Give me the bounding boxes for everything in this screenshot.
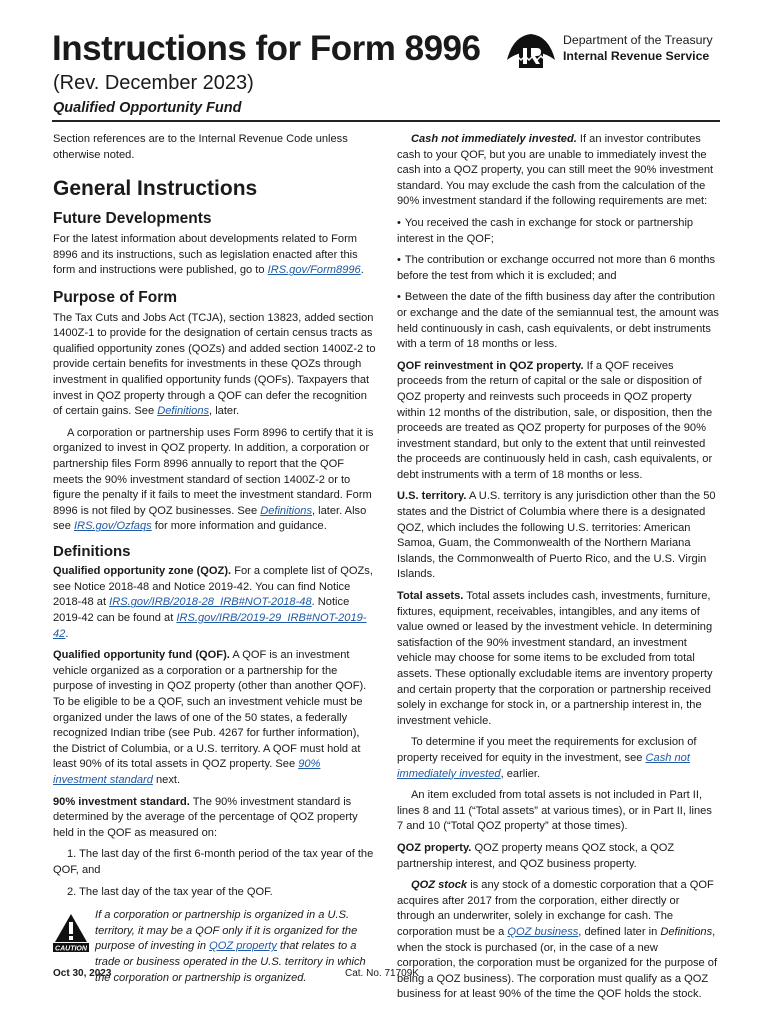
notice-2019-42-link[interactable]: IRS.gov/IRB/2019-29_IRB#NOT-2019-42 [53,612,367,640]
qoz-definition [53,564,376,642]
purpose-p1-end: , later. [209,405,240,418]
future-developments-heading: Future Developments [53,210,212,228]
purpose-heading: Purpose of Form [53,288,178,306]
agency-name: Internal Revenue Service [563,49,710,63]
stock-end: , when the stock is purchased (or, in the case of a new corporation, the corporation must be organized for the purpose of being a QOZ business). The corporation must qualify as a QOZ business for at least 90% of the time the QOF holds the stock. [397,925,718,1001]
total-assets-para-2 [397,735,719,782]
std-term: 90% investment standard. [53,795,190,808]
page-subtitle: Qualified Opportunity Fund [53,100,242,116]
qoz-term: Qualified opportunity zone (QOZ). [53,565,232,578]
std-item-2: 2. The last day of the tax year of the QOF. [67,885,273,898]
purpose-para-2 [53,426,376,535]
definitions-link[interactable]: Definitions [157,405,210,418]
qoz-property-definition [397,841,719,872]
terr-term: U.S. territory. [397,490,467,503]
std-item-1: 1. The last day of the first 6-month period of the tax year of the QOF, and [53,848,374,876]
intro-text: Section references are to the Internal Revenue Code unless otherwise noted. [53,133,348,161]
caution-text: If a corporation or partnership is organized in a U.S. territory, it may be a QOF only if it is organized for the purpose of investing in [95,909,358,953]
territory-definition [397,489,719,583]
stock-text: is any stock of a domestic corporation that a QOF acquires after 2017 from the corporation, either directly or through an underwriter, solely in exchange for cash. The corporation must be a [397,879,714,938]
std-text: The 90% investment standard is determined by the average of the percentage of QOZ property held in the QOF as measured on: [53,795,358,839]
qoz-stock-definition [397,878,719,1003]
qof-definition [53,648,376,788]
notice-2018-48-link[interactable]: IRS.gov/IRB/2018-28_IRB#NOT-2018-48 [109,596,312,609]
qof-term: Qualified opportunity fund (QOF). [53,649,230,662]
general-instructions-heading: General Instructions [53,177,258,201]
purpose-p2-text: A corporation or partnership uses Form 8996 to certify that it is organized to invest in QOZ property. In addition, a corporation or partnership files Form 8996 annually to report that the QOF meets the 90% investment standard of section 1400Z-2 or to figure the penalty if it fails to meet the investment standard. Form 8996 is not filed by QOZ businesses. See [53,426,374,517]
prop-term: QOZ property. [397,841,472,854]
cash-text: If an investor contributes cash to your QOF, but you are unable to immediately invest the cash into a QOZ property, you can still meet the 90% investment standard. You may exclude the cash from the calculation of the 90% investment standard if the following requirements are met: [397,133,714,208]
reinv-text: If a QOF receives proceeds from the return of capital or the sale or disposition of QOZ property and reinvests such proceeds in QOZ property within 12 months of the distribution, sale, or disposition, then the proceeds are treated as QOZ property for purposes of the 90% investment standard, but only to the extent that until reinvested the proceeds are continuously held in cash, cash equivalents, or debt instruments with a term of 18 months or less. [397,359,713,481]
total-assets-definition [397,589,719,729]
future-text: For the latest information about developments related to Form 8996 and its instructions, such as legislation enacted after this form and instructions were published, go to [53,233,358,277]
qoz-property-link[interactable]: QOZ property [209,940,277,953]
cash-definition [397,132,719,210]
irs-eagle-logo-icon [505,30,557,72]
page-title: Instructions for Form 8996 [52,29,481,68]
qof-text: A QOF is an investment vehicle organized as a corporation or a partnership for the purpose of investing in QOZ property (other than another QOF). To be eligible to be a QOF, such an investment vehicle must be organized under the laws of one of the 50 states, a federally recognized Indian tribe (see Pub. 4267 for further information), the District of Columbia, or a U.S. territory. A QOF must hold at least 90% of its total assets in QOZ property. See [53,649,367,771]
prop-text: QOZ property means QOZ stock, a QOZ partnership interest, and QOZ business property. [397,841,675,870]
cash-bullet-3: • Between the date of the fifth business day after the contribution or exchange and the date of the semiannual test, the amount was held continuously in cash, cash equivalents, or debt instruments with a term of 18 months or less. [397,290,719,352]
caution-end: that relates to a trade or business operated in the U.S. territory in which the corporation or partnership is organized. [95,940,366,984]
investment-standard-definition [53,795,376,842]
stock-definitions-ref: Definitions [660,925,713,938]
form8996-link[interactable]: IRS.gov/Form8996 [267,264,361,277]
department-block [563,32,713,64]
left-column [53,132,376,986]
cash-bullet-1: • You received the cash in exchange for stock or partnership interest in the QOF; [397,216,719,247]
terr-text: A U.S. territory is any jurisdiction other than the 50 states and the District of Columbia where there is a designated QOZ, which includes the following U.S. territories: American Samoa, Guam, the Commonwealth of the Northern Mariana Islands, the Commonwealth of Puerto Rico, and the U.S. Virgin Islands. [397,490,716,581]
qoz-mid: . Notice 2019-42 can be found at [53,596,350,625]
definitions-link-2[interactable]: Definitions [260,504,312,517]
purpose-p2-end: for more information and guidance. [151,520,327,533]
department-name: Department of the Treasury [563,33,713,47]
total-assets-para-3: An item excluded from total assets is not included in Part II, lines 8 and 11 (“Total assets” at various times), or in Part II, lines 7 and 10 (“Total QOZ property” at those times). [397,789,712,833]
catalog-number: Cat. No. 71709K [345,968,419,979]
caution-icon [53,912,89,952]
purpose-p1-text: The Tax Cuts and Jobs Act (TCJA), section 13823, added section 1400Z-1 to provide for the designation of certain census tracts as qualified opportunity zones (QOZs) and added section 1400Z-2 to provide certain benefits for investments in these QOZs through investment in qualified opportunity funds (QOFs). Taxpayers that invest in QOZ property through a QOF can defer the recognition of certain gains. See [53,311,376,418]
total-term: Total assets. [397,590,464,603]
reinvestment-definition [397,359,719,484]
investment-standard-link[interactable]: 90% investment standard [53,758,321,786]
future-developments-text: For the latest information about developments related to Form 8996 and its instructions, such as legislation enacted after this form and instructions were published, go to IRS.gov/Form8996. [53,233,364,277]
header-rule [52,120,720,122]
qoz-business-link[interactable]: QOZ business [507,925,579,938]
cash-not-invested-link[interactable]: Cash not immediately invested [397,751,690,780]
right-column [397,132,719,1009]
total-p2-end: , earlier. [500,767,541,780]
total-p2-text: To determine if you meet the requirements for exclusion of property received for equity in the investment, see [397,736,697,764]
ozfaqs-link[interactable]: IRS.gov/Ozfaqs [73,520,152,533]
definitions-heading: Definitions [53,543,131,560]
cash-bullet-2: • The contribution or exchange occurred not more than 6 months before the test from which it is excluded; and [397,253,719,284]
qoz-text: For a complete list of QOZs, see Notice 2018-48 and Notice 2019-42. You can find Notice 2018-48 at [53,565,373,609]
caution-label: CAUTION [55,945,87,953]
stock-term: QOZ stock [411,879,468,892]
total-text: Total assets includes cash, investments, furniture, fixtures, equipment, receivables, intangibles, and any items of value owned or leased by the investment vehicle. In determining satisfaction of the 90% investment standard, an investment vehicle may choose for some items to be excluded from total assets. These optionally excludable items are inventory property and certain property that the corporation or partnership received solely in exchange for stock in, or a partnership interest in, the investment vehicle. [397,590,713,727]
footer-date: Oct 30, 2023 [53,968,112,979]
reinv-term: QOF reinvestment in QOZ property. [397,359,584,372]
qoz-end: . [65,627,69,640]
qof-end: next. [152,773,181,786]
cash-term: Cash not immediately invested. [411,133,577,145]
purpose-p2-mid: , later. Also see [53,504,367,533]
purpose-para-1 [53,311,376,420]
revision-date: (Rev. December 2023) [53,72,254,94]
stock-mid: , defined later in [578,925,661,938]
